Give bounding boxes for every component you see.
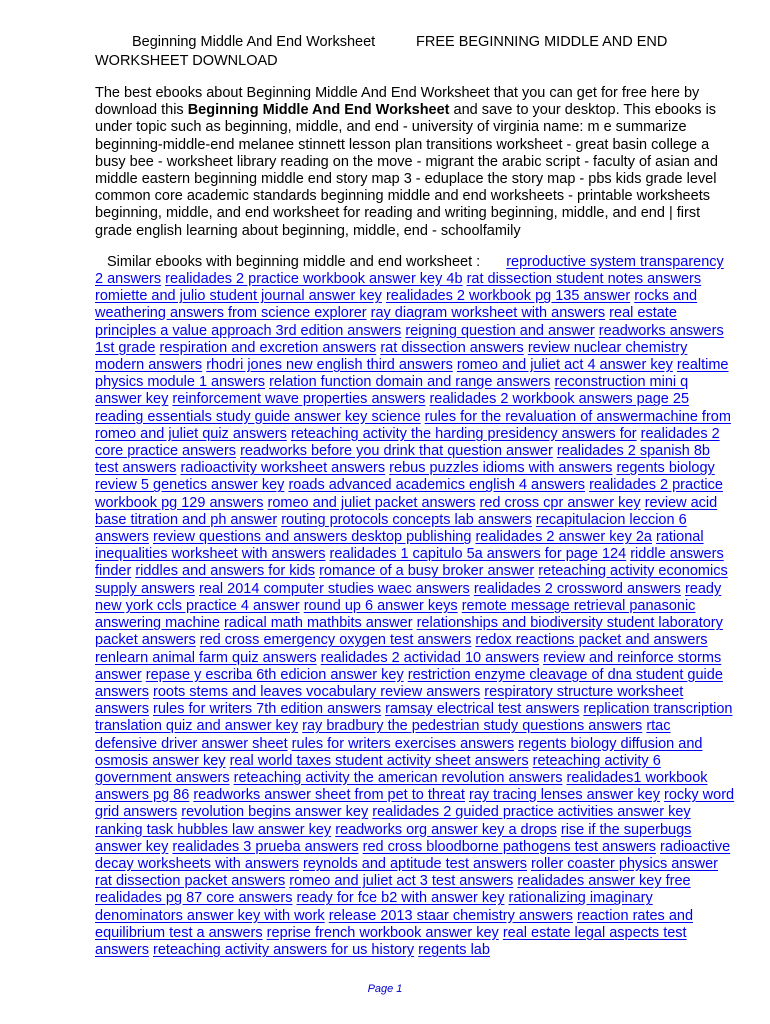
similar-ebook-link[interactable]: relation function domain and range answers bbox=[269, 374, 551, 391]
similar-ebook-link[interactable]: reprise french workbook answer key bbox=[266, 924, 499, 941]
similar-ebook-link[interactable]: reaction rates and equilibrium test a answers bbox=[95, 907, 694, 941]
similar-ebook-link[interactable]: red cross bloodborne pathogens test answers bbox=[362, 838, 657, 855]
similar-ebook-link[interactable]: reteaching activity 6 government answers bbox=[95, 752, 661, 786]
similar-ebook-link[interactable]: respiratory structure worksheet answers bbox=[95, 683, 684, 718]
similar-ebook-link[interactable]: ray bradbury the pedestrian study questions answers bbox=[302, 718, 643, 735]
document-page bbox=[95, 33, 735, 959]
similar-ebook-link[interactable]: renlearn animal farm quiz answers bbox=[95, 649, 317, 666]
similar-ebook-link[interactable]: realidades pg 87 core answers bbox=[95, 890, 293, 907]
similar-ebook-link[interactable]: radioactivity worksheet answers bbox=[180, 460, 386, 477]
similar-ebook-link[interactable]: rules for writers exercises answers bbox=[291, 735, 515, 752]
similar-ebook-link[interactable]: realidades1 workbook answers pg 86 bbox=[95, 769, 708, 804]
similar-ebook-link[interactable]: rat dissection packet answers bbox=[95, 873, 286, 890]
similar-ebook-link[interactable]: reconstruction mini q answer key bbox=[95, 374, 689, 408]
similar-ebook-link[interactable]: realidades answer key free bbox=[517, 873, 691, 890]
similar-ebook-link[interactable]: realidades 2 crossword answers bbox=[473, 580, 681, 597]
similar-ebook-link[interactable]: ready for fce b2 with answer key bbox=[296, 890, 505, 907]
similar-ebook-link[interactable]: rules for the revaluation of answermachine from bbox=[424, 408, 731, 425]
similar-ebook-link[interactable]: rtac defensive driver answer sheet bbox=[95, 718, 671, 752]
similar-ebook-link[interactable]: romeo and juliet packet answers bbox=[267, 494, 476, 511]
page-number: Page 1 bbox=[367, 983, 403, 995]
similar-ebook-link[interactable]: roots stems and leaves vocabulary review answers bbox=[153, 683, 481, 700]
similar-ebook-link[interactable]: review questions and answers desktop publishing bbox=[153, 529, 472, 546]
similar-ebook-link[interactable]: routing protocols concepts lab answers bbox=[281, 511, 532, 528]
similar-ebook-link[interactable]: romeo and juliet quiz answers bbox=[95, 425, 287, 442]
header-title-left: Beginning Middle And End Worksheet bbox=[132, 34, 376, 50]
similar-ebook-link[interactable]: recapitulacion leccion 6 answers bbox=[95, 511, 687, 546]
similar-ebook-link[interactable]: ready new york ccls practice 4 answer bbox=[95, 580, 722, 614]
intro-paragraph bbox=[95, 85, 735, 240]
similar-ebook-link[interactable]: reteaching activity the harding presidency answers for bbox=[290, 425, 637, 442]
similar-ebook-link[interactable]: redox reactions packet and answers bbox=[475, 632, 708, 649]
similar-ebook-link[interactable]: riddle answers finder bbox=[95, 546, 724, 580]
similar-ebook-link[interactable]: realtime physics module 1 answers bbox=[95, 357, 729, 391]
similar-ebook-link[interactable]: real world taxes student activity sheet answers bbox=[229, 752, 529, 769]
similar-ebook-link[interactable]: remote message retrieval panasonic answering machine bbox=[95, 597, 696, 632]
similar-ebooks-label: Similar ebooks with beginning middle and end worksheet : bbox=[107, 253, 481, 270]
similar-ebook-link[interactable]: reinforcement wave properties answers bbox=[172, 391, 426, 408]
similar-ebook-link[interactable]: rationalizing imaginary denominators answer key with work bbox=[95, 890, 653, 924]
similar-ebook-link[interactable]: rocks and weathering answers from science explorer bbox=[95, 288, 698, 322]
similar-ebook-link[interactable]: romiette and julio student journal answer key bbox=[95, 288, 382, 305]
similar-ebook-link[interactable]: radical math mathbits answer bbox=[223, 615, 413, 632]
similar-ebook-link[interactable]: repase y escriba 6th edicion answer key bbox=[145, 666, 404, 683]
similar-ebook-link[interactable]: regents biology review 5 genetics answer key bbox=[95, 460, 715, 494]
similar-ebook-link[interactable]: rat dissection answers bbox=[380, 339, 524, 356]
similar-ebook-link[interactable]: rocky word grid answers bbox=[95, 787, 735, 821]
similar-ebook-link[interactable]: realidades 3 prueba answers bbox=[172, 838, 359, 855]
similar-ebook-link[interactable]: roller coaster physics answer bbox=[531, 855, 719, 872]
similar-ebook-link[interactable]: review and reinforce storms answer bbox=[95, 649, 722, 683]
similar-ebook-link[interactable]: readworks before you drink that question answer bbox=[240, 443, 553, 460]
similar-ebook-link[interactable]: realidades 2 workbook answers page 25 bbox=[429, 391, 690, 408]
similar-ebook-link[interactable]: real 2014 computer studies waec answers bbox=[198, 580, 470, 597]
similar-ebook-link[interactable]: rational inequalities worksheet with answers bbox=[95, 529, 704, 563]
similar-ebook-link[interactable]: regents biology diffusion and osmosis answer key bbox=[95, 735, 703, 769]
similar-ebook-link[interactable]: realidades 2 actividad 10 answers bbox=[320, 649, 540, 666]
similar-ebook-link[interactable]: red cross cpr answer key bbox=[479, 494, 641, 511]
similar-ebook-link[interactable]: ranking task hubbles law answer key bbox=[95, 821, 332, 838]
similar-ebook-link[interactable]: romeo and juliet act 4 answer key bbox=[456, 357, 673, 374]
similar-ebook-link[interactable]: regents lab bbox=[418, 941, 490, 958]
similar-ebook-link[interactable]: realidades 2 workbook pg 135 answer bbox=[385, 288, 631, 305]
similar-ebook-link[interactable]: reteaching activity economics supply answers bbox=[95, 563, 728, 597]
document-header bbox=[95, 33, 735, 71]
similar-ebook-link[interactable]: riddles and answers for kids bbox=[135, 563, 316, 580]
similar-ebook-link[interactable]: real estate principles a value approach 3rd edition answers bbox=[95, 305, 677, 339]
similar-ebook-link[interactable]: readworks answer sheet from pet to threat bbox=[193, 787, 465, 804]
similar-ebook-link[interactable]: readworks answers 1st grade bbox=[95, 322, 724, 356]
similar-ebook-link[interactable]: rat dissection student notes answers bbox=[466, 271, 702, 288]
similar-ebook-link[interactable]: rise if the superbugs answer key bbox=[95, 821, 692, 855]
similar-ebook-link[interactable]: review nuclear chemistry modern answers bbox=[95, 339, 688, 374]
similar-ebook-link[interactable]: revolution begins answer key bbox=[181, 804, 369, 821]
similar-ebook-link[interactable]: ray diagram worksheet with answers bbox=[370, 305, 606, 322]
similar-ebook-link[interactable]: readworks org answer key a drops bbox=[335, 821, 557, 838]
similar-ebooks-section bbox=[95, 254, 735, 959]
similar-ebook-link[interactable]: respiration and excretion answers bbox=[159, 339, 377, 356]
similar-ebook-link[interactable]: reynolds and aptitude test answers bbox=[302, 855, 528, 872]
similar-ebook-link[interactable]: replication transcription translation quiz and answer key bbox=[95, 701, 733, 735]
similar-ebook-link[interactable]: release 2013 staar chemistry answers bbox=[328, 907, 573, 924]
similar-ebook-link[interactable]: realidades 2 spanish 8b test answers bbox=[95, 443, 710, 477]
similar-ebook-link[interactable]: reproductive system transparency 2 answers bbox=[95, 253, 724, 288]
similar-ebook-link[interactable]: reteaching activity answers for us history bbox=[153, 941, 415, 958]
similar-ebook-link[interactable]: rules for writers 7th edition answers bbox=[153, 701, 382, 718]
similar-ebook-link[interactable]: ray tracing lenses answer key bbox=[468, 787, 660, 804]
similar-ebook-link[interactable]: romance of a busy broker answer bbox=[319, 563, 535, 580]
header-title-second-line: WORKSHEET DOWNLOAD bbox=[95, 53, 278, 69]
similar-ebook-link[interactable]: review acid base titration and ph answer bbox=[95, 494, 718, 528]
similar-ebook-link[interactable]: rebus puzzles idioms with answers bbox=[389, 460, 613, 477]
similar-ebook-link[interactable]: ramsay electrical test answers bbox=[385, 701, 580, 718]
similar-ebook-link[interactable]: realidades 2 core practice answers bbox=[95, 425, 720, 460]
similar-ebook-link[interactable]: reading essentials study guide answer key science bbox=[95, 408, 421, 425]
intro-text-rest: and save to your desktop. This ebooks is under topic such as beginning, middle, and end - university of virginia name: m e summarize beginning-middle-end melanee stinnett lesson plan transitions worksheet - great basin college a busy bee - worksheet library reading on the move - migrant the arabic script - faculty of asian and middle eastern beginning middle end story map 3 - eduplace the story map - pbs kids grade level common core academic standards beginning middle and end worksheets - printable worksheets beginning, middle, and end worksheet for reading and writing beginning, middle, and end | first grade english learning about beginning, middle, end - schoolfamily bbox=[95, 102, 718, 239]
header-title-right: FREE BEGINNING MIDDLE AND END bbox=[416, 34, 668, 50]
similar-ebook-link[interactable]: realidades 1 capitulo 5a answers for page 124 bbox=[329, 546, 627, 563]
similar-ebook-link[interactable]: roads advanced academics english 4 answers bbox=[288, 477, 586, 494]
similar-ebook-link[interactable]: reteaching activity the american revolution answers bbox=[233, 769, 563, 786]
similar-ebook-link[interactable]: relationships and biodiversity student laboratory packet answers bbox=[95, 615, 723, 649]
similar-ebook-link[interactable]: romeo and juliet act 3 test answers bbox=[289, 873, 514, 890]
similar-ebook-link[interactable]: real estate legal aspects test answers bbox=[95, 924, 687, 958]
similar-ebook-link[interactable]: radioactive decay worksheets with answers bbox=[95, 838, 731, 872]
similar-ebook-link[interactable]: realidades 2 practice workbook answer key 4b bbox=[165, 271, 463, 288]
similar-ebook-link[interactable]: realidades 2 answer key 2a bbox=[475, 529, 652, 546]
similar-ebook-link[interactable]: realidades 2 practice workbook pg 129 answers bbox=[95, 477, 723, 511]
similar-ebook-link[interactable]: reigning question and answer bbox=[405, 322, 595, 339]
similar-ebook-link[interactable]: realidades 2 guided practice activities answer key bbox=[372, 804, 691, 821]
intro-bold-title: Beginning Middle And End Worksheet bbox=[187, 102, 450, 119]
similar-ebook-link[interactable]: round up 6 answer keys bbox=[303, 597, 458, 614]
similar-ebook-link[interactable]: restriction enzyme cleavage of dna student guide answers bbox=[95, 666, 723, 700]
intro-text-start: The best ebooks about Beginning Middle And End Worksheet that you can get for free here by download this bbox=[95, 85, 700, 119]
similar-ebook-link[interactable]: rhodri jones new english third answers bbox=[206, 357, 453, 374]
similar-ebook-link[interactable]: red cross emergency oxygen test answers bbox=[199, 632, 472, 649]
